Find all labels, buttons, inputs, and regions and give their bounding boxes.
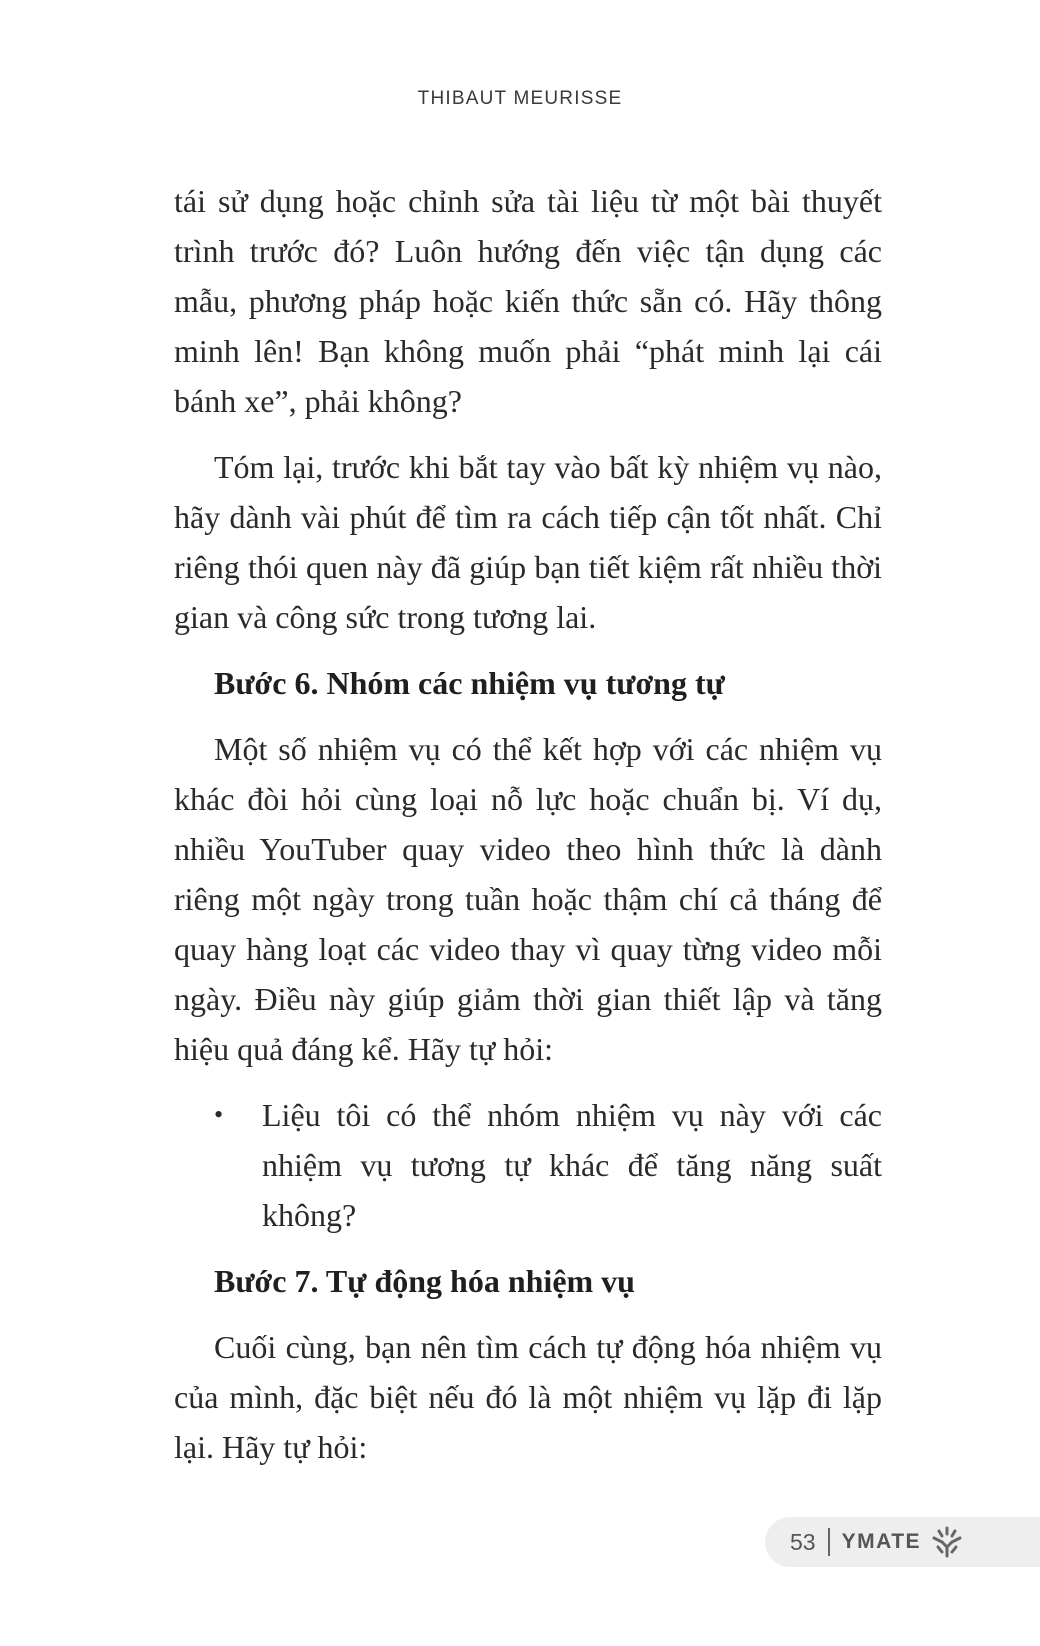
page-body: [174, 176, 882, 1488]
ymate-logo-icon: [930, 1525, 964, 1559]
section-heading: Bước 7. Tự động hóa nhiệm vụ: [214, 1263, 635, 1299]
section-heading: Bước 6. Nhóm các nhiệm vụ tương tự: [214, 665, 725, 701]
page-footer: [765, 1517, 1040, 1567]
footer-divider: [828, 1528, 830, 1556]
brand-name: YMATE: [841, 1530, 922, 1553]
running-header: THIBAUT MEURISSE: [417, 88, 623, 109]
bullet-list: [174, 1090, 882, 1240]
paragraph: Một số nhiệm vụ có thể kết hợp với các nhiệm vụ khác đòi hỏi cùng loại nỗ lực hoặc chuẩn bị. Ví dụ, nhiều YouTuber quay video theo hình thức là dành riêng một ngày trong tuần hoặc thậm chí cả tháng để quay hàng loạt các video thay vì quay từng video mỗi ngày. Điều này giúp giảm thời gian thiết lập và tăng hiệu quả đáng kể. Hãy tự hỏi:: [174, 731, 882, 1067]
paragraph: tái sử dụng hoặc chỉnh sửa tài liệu từ một bài thuyết trình trước đó? Luôn hướng đến việc tận dụng các mẫu, phương pháp hoặc kiến thức sẵn có. Hãy thông minh lên! Bạn không muốn phải “phát minh lại cái bánh xe”, phải không?: [174, 183, 882, 419]
page-number: 53: [790, 1528, 816, 1555]
paragraph: Tóm lại, trước khi bắt tay vào bất kỳ nhiệm vụ nào, hãy dành vài phút để tìm ra cách tiếp cận tốt nhất. Chỉ riêng thói quen này đã giúp bạn tiết kiệm rất nhiều thời gian và công sức trong tương lai.: [174, 449, 882, 635]
list-item: [174, 1090, 882, 1240]
bullet-icon: •: [214, 1100, 224, 1129]
list-item-text: Liệu tôi có thể nhóm nhiệm vụ này với các nhiệm vụ tương tự khác để tăng năng suất không?: [262, 1097, 882, 1233]
paragraph: Cuối cùng, bạn nên tìm cách tự động hóa nhiệm vụ của mình, đặc biệt nếu đó là một nhiệm vụ lặp đi lặp lại. Hãy tự hỏi:: [174, 1329, 882, 1465]
